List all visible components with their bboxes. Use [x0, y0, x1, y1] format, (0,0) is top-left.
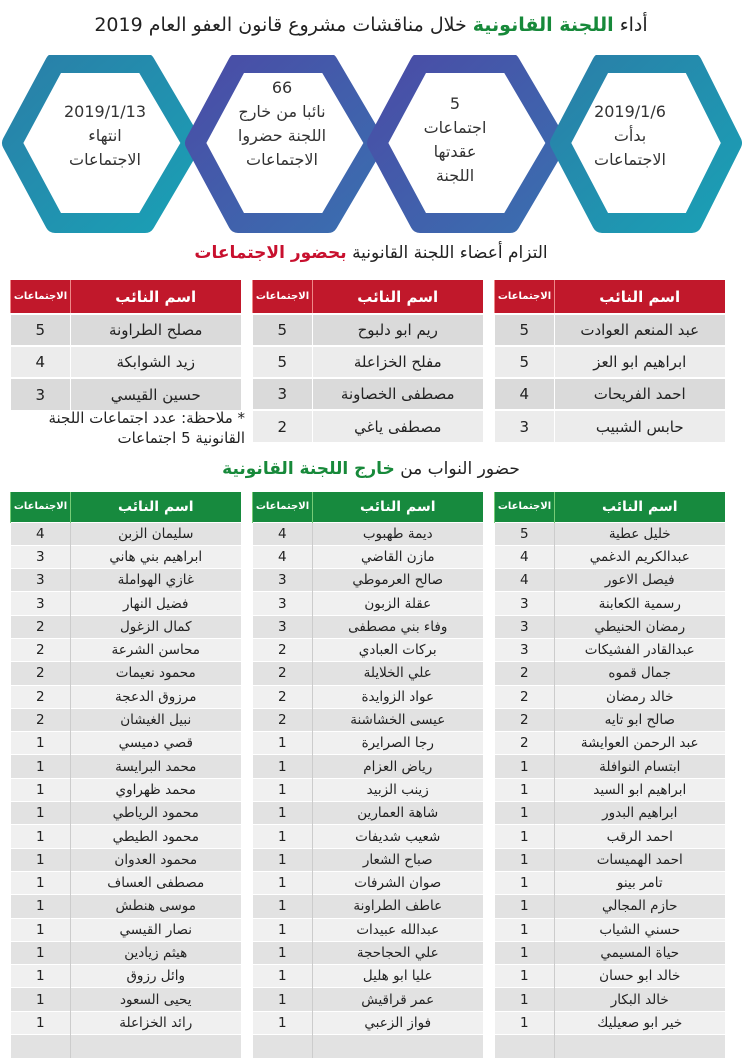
meetings-count: 1 — [253, 965, 313, 988]
table-row — [11, 685, 241, 708]
member-name: مازن القاضي — [313, 545, 483, 568]
member-name: رمضان الحنيطي — [555, 615, 725, 638]
meetings-count: 1 — [495, 825, 555, 848]
section-prefix: التزام أعضاء اللجنة القانونية — [352, 243, 548, 263]
note-text: * ملاحظة: عدد اجتماعات اللجنة القانونية 5 اجتماعات — [48, 409, 245, 447]
member-name: احمد الرقب — [555, 825, 725, 848]
header-count: الاجتماعات — [495, 492, 555, 522]
member-name: محمود الرياطي — [71, 802, 241, 825]
table-row — [11, 378, 241, 410]
member-name: عبدالكريم الدغمي — [555, 545, 725, 568]
stat-label: نائبا من خارج اللجنة حضروا الاجتماعات — [237, 102, 327, 169]
member-name: عبد المنعم العوادت — [555, 314, 725, 346]
table-row — [11, 569, 241, 592]
table-row — [11, 314, 241, 346]
member-name: عبدالله عبيدات — [313, 918, 483, 941]
member-name: موسى هنطش — [71, 895, 241, 918]
meetings-count: 1 — [11, 941, 71, 964]
meetings-count: 3 — [253, 569, 313, 592]
member-name: خالد رمضان — [555, 685, 725, 708]
meetings-count: 1 — [11, 918, 71, 941]
member-name: حازم المجالي — [555, 895, 725, 918]
meetings-count: 1 — [253, 732, 313, 755]
member-name: ابتسام النوافلة — [555, 755, 725, 778]
meetings-count: 1 — [495, 895, 555, 918]
meetings-count: 4 — [495, 545, 555, 568]
meetings-count: 2 — [11, 615, 71, 638]
member-name: محاسن الشرعة — [71, 638, 241, 661]
meetings-count: 3 — [253, 378, 313, 410]
table-row — [495, 685, 725, 708]
outside-table-2 — [252, 492, 483, 1058]
stat-end — [30, 100, 180, 172]
table-row — [253, 848, 483, 871]
table-row — [495, 615, 725, 638]
meetings-count: 1 — [495, 802, 555, 825]
member-name: مصطفى ياغي — [313, 410, 483, 442]
member-name: ابراهيم ابو العز — [555, 346, 725, 378]
table-row — [11, 918, 241, 941]
table-row — [253, 825, 483, 848]
table-row — [253, 1011, 483, 1034]
table-row — [253, 988, 483, 1011]
outside-table-3 — [10, 492, 241, 1058]
meetings-count: 1 — [253, 941, 313, 964]
member-name: صالح ابو تايه — [555, 708, 725, 731]
header-count: الاجتماعات — [253, 492, 313, 522]
member-name: ابراهيم البدور — [555, 802, 725, 825]
empty-cell — [253, 1035, 313, 1058]
table-row — [495, 592, 725, 615]
member-name: فواز الزعبي — [313, 1011, 483, 1034]
table-row — [11, 965, 241, 988]
member-name: خالد البكار — [555, 988, 725, 1011]
table-row — [253, 941, 483, 964]
member-name: تامر بينو — [555, 871, 725, 894]
member-name: ريم ابو دلبوح — [313, 314, 483, 346]
meetings-count: 1 — [11, 778, 71, 801]
table-row — [11, 941, 241, 964]
member-name: محمود الطيطي — [71, 825, 241, 848]
meetings-count: 2 — [11, 708, 71, 731]
meetings-count: 1 — [11, 871, 71, 894]
meetings-count: 1 — [253, 778, 313, 801]
table-row — [11, 638, 241, 661]
meetings-count: 1 — [253, 988, 313, 1011]
member-name: حياة المسيمي — [555, 941, 725, 964]
table-header — [11, 492, 241, 522]
members-table-1 — [494, 280, 725, 442]
table-header — [253, 280, 483, 314]
members-section-title — [0, 243, 742, 263]
meetings-count: 3 — [11, 569, 71, 592]
member-name: جمال قموه — [555, 662, 725, 685]
member-name: رجا الصرايرة — [313, 732, 483, 755]
meetings-count: 1 — [253, 1011, 313, 1034]
meetings-count: 5 — [253, 314, 313, 346]
member-name: يحيى السعود — [71, 988, 241, 1011]
meetings-count: 1 — [253, 755, 313, 778]
header-count: الاجتماعات — [495, 280, 555, 314]
member-name: بركات العبادي — [313, 638, 483, 661]
member-name: مصلح الطراونة — [71, 314, 241, 346]
stat-label: اجتماعات عقدتها اللجنة — [423, 118, 487, 185]
member-name: فضيل النهار — [71, 592, 241, 615]
meetings-count: 5 — [495, 522, 555, 545]
meetings-count: 1 — [11, 802, 71, 825]
stat-value: 66 — [271, 78, 293, 97]
table-row — [253, 638, 483, 661]
table-row — [11, 778, 241, 801]
meetings-count: 1 — [495, 755, 555, 778]
empty-cell — [555, 1035, 725, 1058]
meetings-count: 3 — [11, 378, 71, 410]
table-row — [253, 592, 483, 615]
meetings-count: 1 — [495, 778, 555, 801]
meetings-count: 2 — [495, 732, 555, 755]
meetings-count: 3 — [495, 615, 555, 638]
table-row — [253, 802, 483, 825]
member-name: شعيب شديفات — [313, 825, 483, 848]
table-row — [495, 708, 725, 731]
table-header — [495, 492, 725, 522]
member-name: زينب الزبيد — [313, 778, 483, 801]
table-row — [253, 685, 483, 708]
empty-cell — [495, 1035, 555, 1058]
table-row — [253, 662, 483, 685]
member-name: وفاء بني مصطفى — [313, 615, 483, 638]
member-name: غازي الهواملة — [71, 569, 241, 592]
table-row — [253, 871, 483, 894]
member-name: خالد ابو حسان — [555, 965, 725, 988]
empty-cell — [11, 1035, 71, 1058]
members-table-3 — [10, 280, 241, 410]
member-name: عاطف الطراونة — [313, 895, 483, 918]
meetings-count: 4 — [253, 545, 313, 568]
meetings-count: 1 — [495, 1011, 555, 1034]
meetings-count: 4 — [495, 569, 555, 592]
meetings-count: 3 — [11, 545, 71, 568]
table-row — [495, 314, 725, 346]
table-row — [495, 755, 725, 778]
meetings-count: 2 — [495, 662, 555, 685]
meetings-count: 1 — [253, 895, 313, 918]
meetings-count: 2 — [253, 708, 313, 731]
meetings-count: 3 — [11, 592, 71, 615]
table-row — [495, 895, 725, 918]
member-name: رياض العزام — [313, 755, 483, 778]
member-name: شاهة العمارين — [313, 802, 483, 825]
empty-cell — [71, 1035, 241, 1058]
table-row — [253, 410, 483, 442]
table-row — [253, 708, 483, 731]
member-name: حسني الشياب — [555, 918, 725, 941]
member-name: نصار القيسي — [71, 918, 241, 941]
table-row — [495, 378, 725, 410]
meetings-count: 2 — [11, 685, 71, 708]
table-row — [495, 941, 725, 964]
table-header — [253, 492, 483, 522]
member-name: كمال الزغول — [71, 615, 241, 638]
member-name: حسين القيسي — [71, 378, 241, 410]
table-row — [11, 755, 241, 778]
table-row — [253, 732, 483, 755]
meetings-count: 2 — [495, 685, 555, 708]
meetings-count: 3 — [495, 592, 555, 615]
meetings-count: 1 — [253, 871, 313, 894]
member-name: فيصل الاعور — [555, 569, 725, 592]
member-name: عقلة الزبون — [313, 592, 483, 615]
section-highlight: خارج اللجنة القانونية — [222, 459, 395, 479]
table-row — [11, 1011, 241, 1034]
member-name: صالح العرموطي — [313, 569, 483, 592]
member-name: رسمية الكعابنة — [555, 592, 725, 615]
members-table-2 — [252, 280, 483, 442]
table-row — [11, 895, 241, 918]
member-name: مرزوق الدعجة — [71, 685, 241, 708]
member-name: عليا ابو هليل — [313, 965, 483, 988]
stat-value: 2019/1/6 — [594, 102, 666, 121]
table-row — [495, 825, 725, 848]
table-row — [11, 592, 241, 615]
table-row — [11, 732, 241, 755]
stat-value: 5 — [449, 94, 461, 113]
member-name: زيد الشوابكة — [71, 346, 241, 378]
member-name: عمر قراقيش — [313, 988, 483, 1011]
meetings-count: 1 — [253, 848, 313, 871]
table-row — [253, 522, 483, 545]
table-row — [253, 378, 483, 410]
member-name: ديمة طهبوب — [313, 522, 483, 545]
table-row — [11, 346, 241, 378]
meetings-count: 1 — [11, 895, 71, 918]
table-row — [11, 871, 241, 894]
meetings-count: 1 — [11, 1011, 71, 1034]
header-name: اسم النائب — [71, 280, 241, 314]
title-prefix: أداء — [619, 14, 648, 36]
meetings-count: 4 — [495, 378, 555, 410]
table-row — [495, 871, 725, 894]
meetings-count: 1 — [495, 848, 555, 871]
empty-row — [11, 1035, 241, 1058]
member-name: علي الحجاحجة — [313, 941, 483, 964]
table-row — [495, 522, 725, 545]
header-name: اسم النائب — [555, 280, 725, 314]
table-row — [495, 732, 725, 755]
meetings-count: 2 — [253, 662, 313, 685]
table-row — [495, 1011, 725, 1034]
meetings-count: 1 — [495, 918, 555, 941]
table-row — [253, 965, 483, 988]
table-row — [253, 346, 483, 378]
stat-label: بدأت الاجتماعات — [594, 126, 666, 169]
member-name: محمد ظهراوي — [71, 778, 241, 801]
meetings-count: 1 — [253, 918, 313, 941]
empty-row — [495, 1035, 725, 1058]
table-row — [253, 755, 483, 778]
table-row — [495, 638, 725, 661]
meetings-count: 4 — [253, 522, 313, 545]
member-name: قصي دميسي — [71, 732, 241, 755]
table-row — [495, 346, 725, 378]
meetings-count: 1 — [11, 965, 71, 988]
meetings-count: 5 — [495, 314, 555, 346]
member-name: خير ابو صعيليك — [555, 1011, 725, 1034]
table-row — [11, 662, 241, 685]
member-name: نبيل الغيشان — [71, 708, 241, 731]
member-name: رائد الخزاعلة — [71, 1011, 241, 1034]
table-row — [253, 895, 483, 918]
header-count: الاجتماعات — [253, 280, 313, 314]
table-row — [253, 778, 483, 801]
meetings-count: 2 — [253, 685, 313, 708]
stat-meetings — [380, 92, 530, 188]
table-row — [253, 545, 483, 568]
member-name: عيسى الخشاشنة — [313, 708, 483, 731]
table-row — [495, 569, 725, 592]
meetings-count: 1 — [11, 988, 71, 1011]
table-row — [11, 848, 241, 871]
section-highlight: بحضور الاجتماعات — [194, 243, 347, 263]
member-name: ابراهيم ابو السيد — [555, 778, 725, 801]
table-row — [11, 988, 241, 1011]
member-name: صباح الشعار — [313, 848, 483, 871]
outside-table-1 — [494, 492, 725, 1058]
table-row — [495, 410, 725, 442]
member-name: احمد الفريحات — [555, 378, 725, 410]
table-row — [253, 615, 483, 638]
member-name: علي الخلايلة — [313, 662, 483, 685]
member-name: محمود العدوان — [71, 848, 241, 871]
member-name: ابراهيم بني هاني — [71, 545, 241, 568]
table-row — [11, 708, 241, 731]
header-name: اسم النائب — [555, 492, 725, 522]
meetings-count: 1 — [495, 988, 555, 1011]
empty-cell — [313, 1035, 483, 1058]
stat-outside-members — [207, 76, 357, 172]
outside-section-title — [0, 459, 742, 479]
table-row — [253, 918, 483, 941]
empty-row — [253, 1035, 483, 1058]
header-name: اسم النائب — [313, 280, 483, 314]
member-name: عبدالقادر الفشيكات — [555, 638, 725, 661]
meetings-count: 2 — [253, 410, 313, 442]
header-name: اسم النائب — [71, 492, 241, 522]
meetings-count: 1 — [11, 732, 71, 755]
table-row — [11, 522, 241, 545]
member-name: احمد الهميسات — [555, 848, 725, 871]
member-name: مصطفى العساف — [71, 871, 241, 894]
meetings-count: 1 — [495, 965, 555, 988]
member-name: هيثم زيادين — [71, 941, 241, 964]
header-count: الاجتماعات — [11, 280, 71, 314]
member-name: عبد الرحمن العوايشة — [555, 732, 725, 755]
meetings-count: 2 — [11, 638, 71, 661]
title-highlight: اللجنة القانونية — [472, 14, 614, 36]
member-name: مصطفى الخصاونة — [313, 378, 483, 410]
meetings-count: 5 — [11, 314, 71, 346]
meetings-count: 2 — [253, 638, 313, 661]
table-row — [11, 802, 241, 825]
member-name: سليمان الزبن — [71, 522, 241, 545]
meetings-count: 1 — [253, 825, 313, 848]
member-name: محمود نعيمات — [71, 662, 241, 685]
meetings-count: 5 — [253, 346, 313, 378]
meetings-count: 1 — [11, 755, 71, 778]
member-name: وائل رزوق — [71, 965, 241, 988]
meetings-count: 4 — [11, 522, 71, 545]
table-row — [495, 802, 725, 825]
page-title — [0, 14, 742, 36]
meetings-count: 1 — [253, 802, 313, 825]
member-name: مفلح الخزاعلة — [313, 346, 483, 378]
title-suffix: خلال مناقشات مشروع قانون العفو العام 2019 — [94, 14, 467, 36]
table-row — [495, 918, 725, 941]
meetings-count: 3 — [253, 592, 313, 615]
meetings-count: 3 — [495, 410, 555, 442]
table-row — [495, 545, 725, 568]
table-header — [495, 280, 725, 314]
stat-value: 2019/1/13 — [63, 102, 147, 121]
header-name: اسم النائب — [313, 492, 483, 522]
meetings-count: 2 — [495, 708, 555, 731]
table-row — [11, 825, 241, 848]
table-row — [495, 988, 725, 1011]
member-name: عواد الزوايدة — [313, 685, 483, 708]
header-count: الاجتماعات — [11, 492, 71, 522]
member-name: حابس الشبيب — [555, 410, 725, 442]
meetings-count: 4 — [11, 346, 71, 378]
meetings-count: 3 — [253, 615, 313, 638]
meetings-count: 2 — [11, 662, 71, 685]
member-name: محمد البرايسة — [71, 755, 241, 778]
table-header — [11, 280, 241, 314]
member-name: صوان الشرفات — [313, 871, 483, 894]
table-row — [253, 569, 483, 592]
table-row — [495, 965, 725, 988]
table-row — [11, 545, 241, 568]
meetings-count: 1 — [11, 825, 71, 848]
table-row — [11, 615, 241, 638]
member-name: خليل عطية — [555, 522, 725, 545]
meetings-count: 5 — [495, 346, 555, 378]
section-prefix: حضور النواب من — [400, 459, 520, 479]
meetings-count: 1 — [495, 871, 555, 894]
table-row — [495, 848, 725, 871]
table-row — [253, 314, 483, 346]
stat-start — [555, 100, 705, 172]
meetings-count: 1 — [11, 848, 71, 871]
meetings-count: 3 — [495, 638, 555, 661]
stat-label: انتهاء الاجتماعات — [69, 126, 141, 169]
table-row — [495, 662, 725, 685]
meetings-count: 1 — [495, 941, 555, 964]
table-row — [495, 778, 725, 801]
